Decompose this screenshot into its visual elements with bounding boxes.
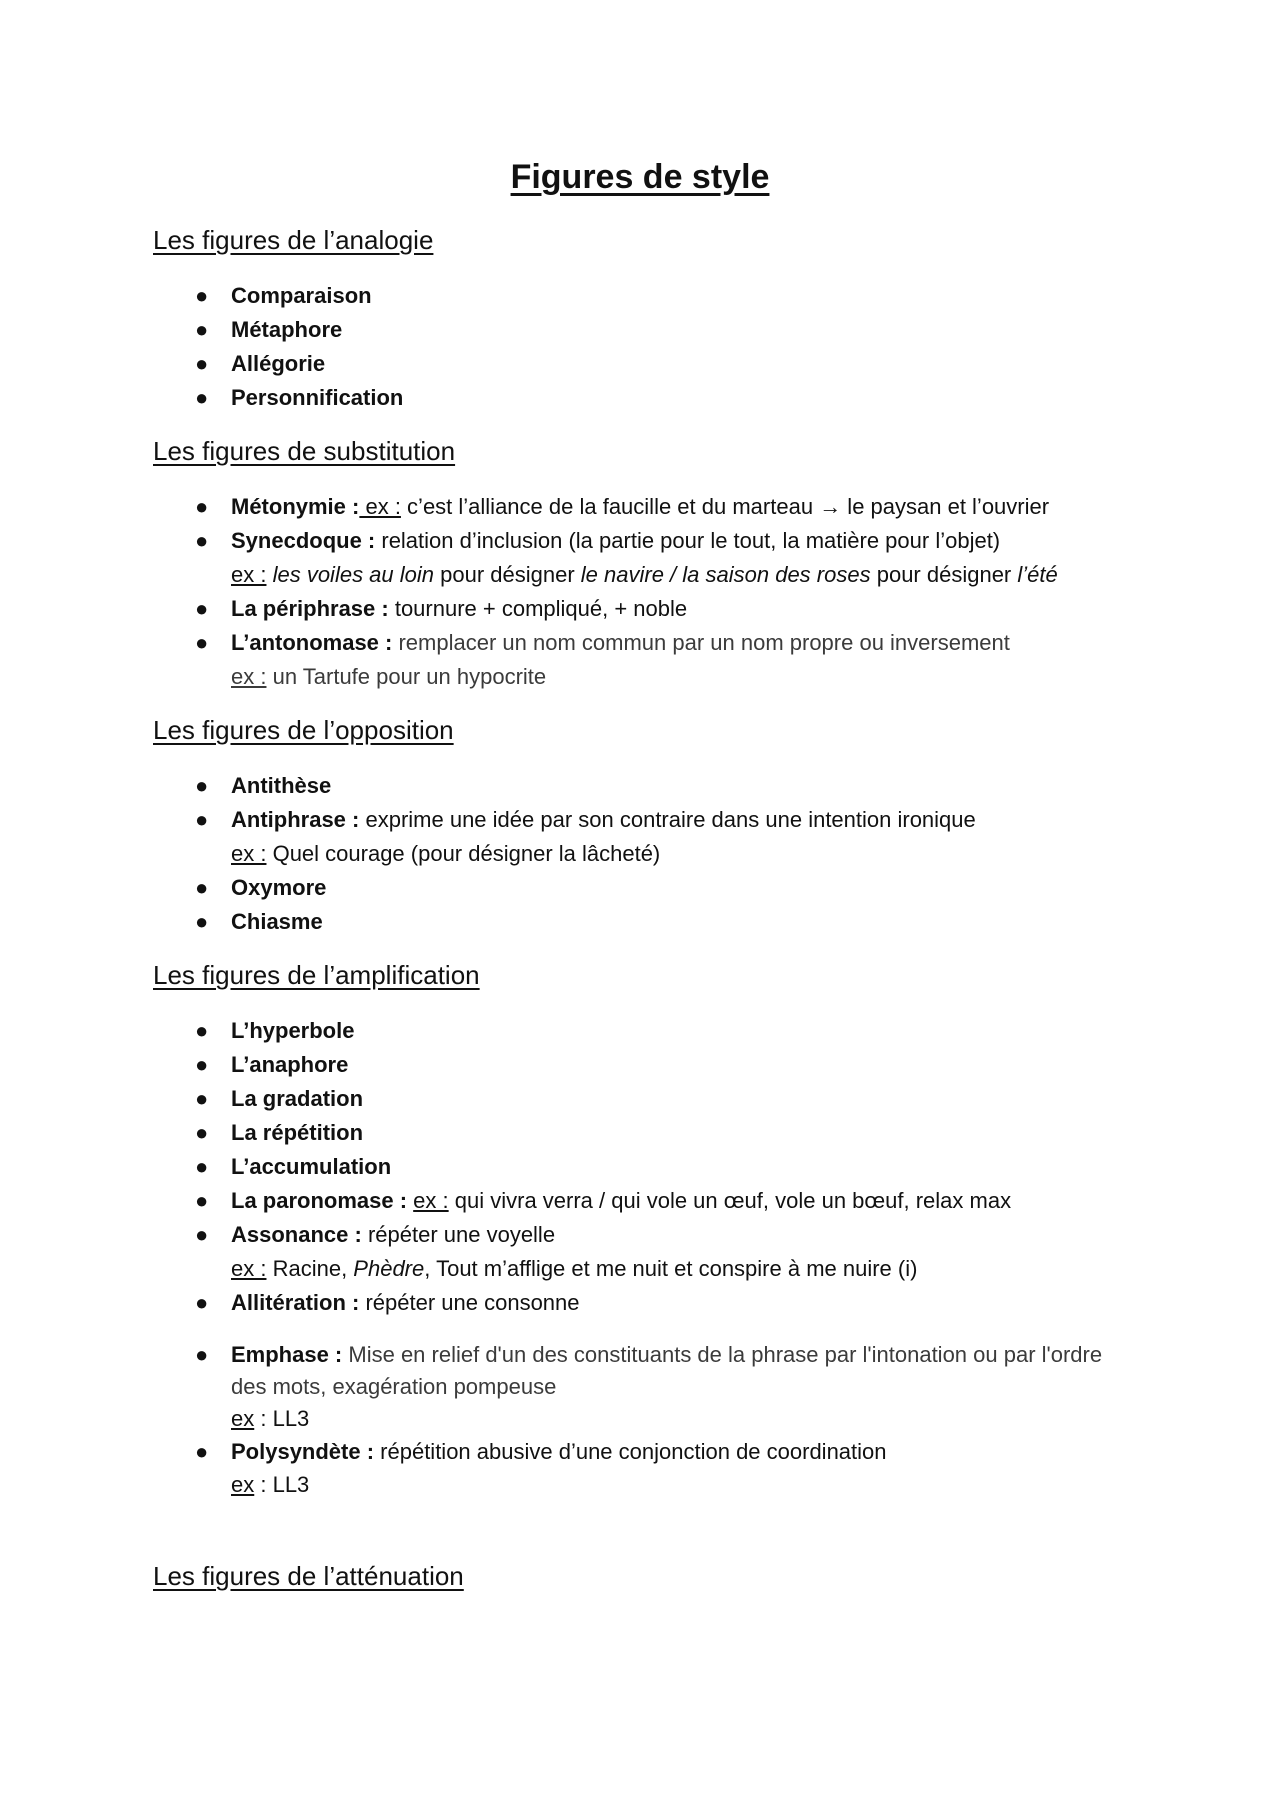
bullet-icon: ●: [195, 807, 209, 832]
definition: exprime une idée par son contraire dans une intention ironique: [359, 807, 976, 832]
example-text: , Tout m’afflige et me nuit et conspire à me nuire (i): [424, 1256, 918, 1281]
example-label: ex :: [231, 562, 267, 587]
definition: tournure + compliqué, + noble: [388, 596, 688, 621]
list-item-alliteration: [195, 1288, 580, 1318]
definition: le paysan et l’ouvrier: [841, 494, 1050, 519]
example-text: les voiles au loin: [266, 562, 435, 587]
term: La gradation: [231, 1086, 364, 1111]
list-item: [195, 873, 327, 903]
term: L’accumulation: [231, 1154, 392, 1179]
list-item-periphrase: [195, 594, 688, 624]
example-label: ex: [231, 1472, 255, 1497]
list-item: [195, 771, 332, 801]
term: Antithèse: [231, 773, 332, 798]
term: Emphase :: [231, 1342, 343, 1367]
page-title: Figures de style: [510, 158, 770, 196]
example-text: : LL3: [254, 1472, 310, 1497]
example-line: [231, 1404, 309, 1434]
bullet-icon: ●: [195, 1086, 209, 1111]
example-label: ex :: [231, 1256, 267, 1281]
list-item: [195, 1152, 392, 1182]
list-item: [195, 281, 372, 311]
list-item: [195, 315, 343, 345]
definition: répéter une voyelle: [361, 1222, 556, 1247]
list-item: [195, 383, 404, 413]
example-text: un Tartufe pour un hypocrite: [266, 664, 547, 689]
list-item: [195, 907, 323, 937]
term: La paronomase :: [231, 1188, 408, 1213]
bullet-icon: ●: [195, 283, 209, 308]
section-heading-opposition: Les figures de l’opposition: [153, 715, 454, 745]
bullet-icon: ●: [195, 1439, 209, 1464]
section-heading-attenuation: Les figures de l’atténuation: [153, 1561, 464, 1591]
example-text: le navire / la saison des roses: [580, 562, 871, 587]
example-text: Racine,: [266, 1256, 354, 1281]
example-label: ex :: [359, 494, 401, 519]
bullet-icon: ●: [195, 317, 209, 342]
term: Antiphrase :: [231, 807, 360, 832]
list-item-polysyndete: [195, 1437, 887, 1467]
list-item-emphase: [195, 1339, 1111, 1403]
bullet-icon: ●: [195, 1120, 209, 1145]
definition: qui vivra verra / qui vole un œuf, vole un bœuf, relax max: [448, 1188, 1012, 1213]
term: La périphrase :: [231, 596, 389, 621]
bullet-icon: ●: [195, 596, 209, 621]
bullet-icon: ●: [195, 1222, 209, 1247]
example-label: ex :: [231, 841, 267, 866]
bullet-icon: ●: [195, 1052, 209, 1077]
bullet-icon: ●: [195, 773, 209, 798]
term: Assonance :: [231, 1222, 362, 1247]
example-line: [231, 839, 660, 869]
term: L’anaphore: [231, 1052, 349, 1077]
arrow-right-icon: →: [819, 494, 842, 519]
list-item: [195, 1118, 364, 1148]
bullet-icon: ●: [195, 528, 209, 553]
list-item-paronomase: [195, 1186, 1012, 1216]
term: Métonymie :: [231, 494, 360, 519]
list-item-antonomase: [195, 628, 1010, 658]
definition: répétition abusive d’une conjonction de coordination: [374, 1439, 887, 1464]
term: Allégorie: [231, 351, 326, 376]
bullet-icon: ●: [195, 1290, 209, 1315]
definition: c’est l’alliance de la faucille et du marteau: [400, 494, 814, 519]
bullet-icon: ●: [195, 1342, 209, 1367]
example-line: [231, 1254, 917, 1284]
term: L’antonomase :: [231, 630, 393, 655]
term: Allitération :: [231, 1290, 360, 1315]
term: L’hyperbole: [231, 1018, 355, 1043]
bullet-icon: ●: [195, 1018, 209, 1043]
example-line: [231, 560, 1058, 590]
term: Oxymore: [231, 875, 327, 900]
list-item: [195, 1084, 364, 1114]
example-line: [231, 662, 546, 692]
example-text: pour désigner: [870, 562, 1018, 587]
term: La répétition: [231, 1120, 364, 1145]
example-line: [231, 1470, 309, 1500]
term: Synecdoque :: [231, 528, 376, 553]
definition: Mise en relief d'un des constituants de la phrase par l'intonation ou par l'ordre des mots, exagération pompeuse: [231, 1342, 1103, 1399]
list-item-synecdoque: [195, 526, 1001, 556]
term: Personnification: [231, 385, 404, 410]
list-item-antiphrase: [195, 805, 976, 835]
list-item: [195, 1016, 355, 1046]
example-text: Quel courage (pour désigner la lâcheté): [266, 841, 661, 866]
example-text: Phèdre: [353, 1256, 425, 1281]
term: Comparaison: [231, 283, 372, 308]
list-item: [195, 1050, 349, 1080]
list-item: [195, 349, 326, 379]
bullet-icon: ●: [195, 909, 209, 934]
bullet-icon: ●: [195, 1154, 209, 1179]
example-text: : LL3: [254, 1406, 310, 1431]
example-text: pour désigner: [434, 562, 581, 587]
section-heading-substitution: Les figures de substitution: [153, 436, 456, 466]
section-heading-amplification: Les figures de l’amplification: [153, 960, 480, 990]
bullet-icon: ●: [195, 875, 209, 900]
definition: relation d’inclusion (la partie pour le tout, la matière pour l’objet): [375, 528, 1001, 553]
term: Métaphore: [231, 317, 343, 342]
example-label: ex: [231, 1406, 255, 1431]
list-item-metonymie: [195, 492, 1050, 522]
definition: remplacer un nom commun par un nom propre ou inversement: [392, 630, 1010, 655]
example-label: ex :: [413, 1188, 449, 1213]
list-item-assonance: [195, 1220, 556, 1250]
term: Chiasme: [231, 909, 323, 934]
bullet-icon: ●: [195, 351, 209, 376]
example-label: ex :: [231, 664, 267, 689]
bullet-icon: ●: [195, 630, 209, 655]
definition: répéter une consonne: [359, 1290, 580, 1315]
example-text: l’été: [1017, 562, 1058, 587]
bullet-icon: ●: [195, 494, 209, 519]
term: Polysyndète :: [231, 1439, 375, 1464]
bullet-icon: ●: [195, 385, 209, 410]
section-heading-analogie: Les figures de l’analogie: [153, 225, 434, 255]
bullet-icon: ●: [195, 1188, 209, 1213]
